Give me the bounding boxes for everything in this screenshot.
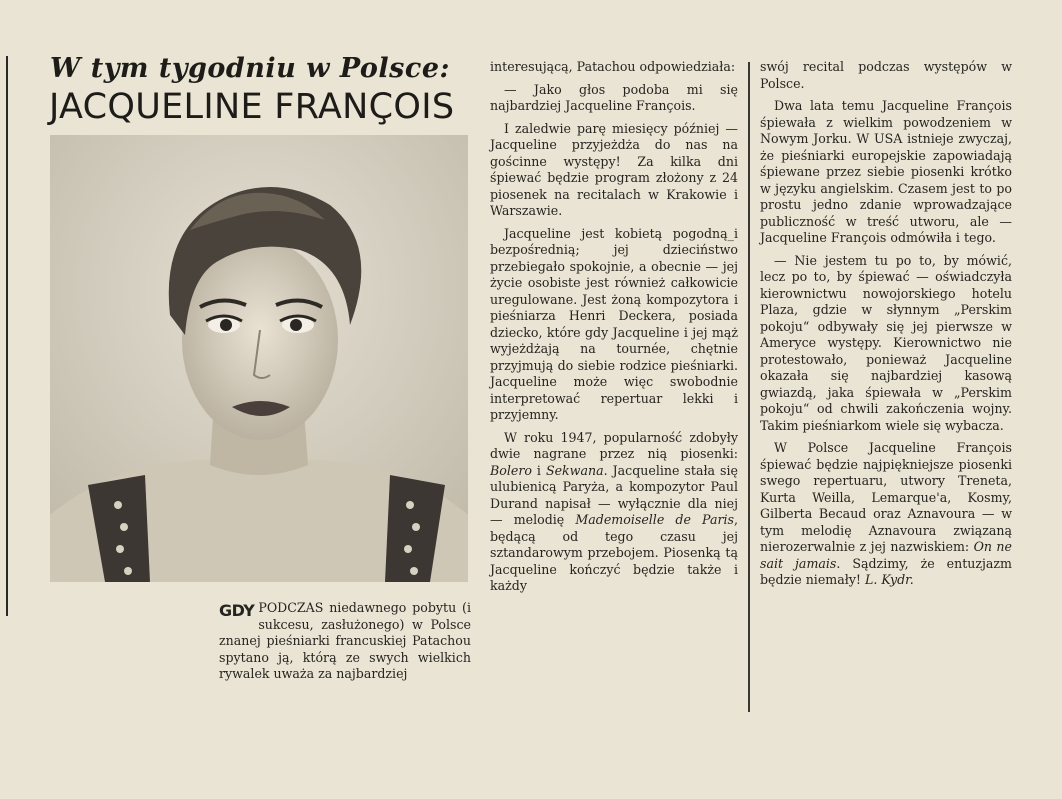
song-title: On ne sait jamais <box>760 539 1012 571</box>
section-kicker: W tym tygodniu w Polsce: <box>50 53 450 84</box>
portrait-photo <box>50 135 468 582</box>
paragraph: Dwa lata temu Jacqueline François śpiewała z wielkim powodzeniem w Nowym Jorku. W USA istnieje zwyczaj, że pieśniarki europejskie zapowiadają śpiewane przez siebie piosenki krótko w języku angielskim. Czasem jest to po prostu jedno zdanie wprowadzające publiczność w treść utworu, ale — Jacqueline François odmówiła i tego. <box>760 98 1012 245</box>
song-title: Bolero <box>490 462 532 478</box>
text-run: i <box>531 462 546 478</box>
text-run: — Nie jestem tu po to, by mówić, lecz po to, by śpiewać — oświadczyła kierownictwu nowojorskiego hotelu Plaza, gdzie w słynnym <box>760 252 1012 317</box>
song-title: Mademoiselle de Paris <box>575 512 734 527</box>
paragraph: interesującą, Patachou odpowiedziała: <box>490 59 736 74</box>
text-run: od chwili zakończenia wojny. Takim pieśniarkom wiele się wybacza. <box>760 401 1012 433</box>
paragraph-text: PODCZAS niedawnego pobytu (i sukcesu, zasłużonego) w Polsce znanej pieśniarki francuskiej Patachou spytano ją, którą ze swych wielkich rywalek uważa za najbardziej <box>219 600 471 681</box>
article-title: JACQUELINE FRANÇOIS <box>49 87 455 127</box>
paragraph: swój recital podczas występów w Polsce. <box>760 59 1012 91</box>
portrait-illustration <box>50 135 468 582</box>
paragraph <box>490 430 738 595</box>
author-signature: L. Kydr. <box>865 572 914 587</box>
text-run: W Polsce Jacqueline François śpiewać będzie najpiękniejsze piosenki swego repertuaru, utwory Treneta, Kurta Weilla, Lemarque'a, Kosmy, Gilberta Becaud oraz Aznavoura — w tym melodię Aznavoura związaną nierozerwalnie z jej nazwiskiem: <box>760 440 1012 554</box>
text-run: , będącą od tego czasu jej sztandarowym przebojem. Piosenką tą Jacqueline kończyć będzie także i każdy <box>490 512 738 593</box>
quoted-name: „Perskim pokoju“ <box>760 384 1012 416</box>
paragraph: I zaledwie parę miesięcy później — Jacqueline przyjeżdża do nas na gościnne występy! Za kilka dni śpiewać będzie program złożony z 24 piosenek na recitalach w Krakowie i Warszawie. <box>490 120 738 218</box>
song-title: Sekwana <box>545 462 604 478</box>
paragraph <box>219 600 471 683</box>
quoted-name: „Perskim pokoju“ <box>760 302 1012 334</box>
paragraph <box>760 253 1012 435</box>
column-3 <box>760 59 1012 595</box>
text-run: W roku 1947, popularność zdobyły dwie nagrane przez nią piosenki: <box>490 429 738 461</box>
column-1 <box>219 600 471 689</box>
left-margin-rule <box>6 56 8 616</box>
column-divider <box>748 62 750 712</box>
column-2 <box>490 59 738 601</box>
paragraph <box>760 440 1012 589</box>
text-run: odbywały się jej pierwsze w Ameryce występy. Kierownictwo nie protestowało, ponieważ Jacqueline okazała się najbardziej kasową gwiazdą, jaka śpiewała w <box>760 318 1012 400</box>
paragraph: — Jako głos podoba mi się najbardziej Jacqueline François. <box>490 81 738 113</box>
paragraph: Jacqueline jest kobietą pogodną_i bezpośrednią; jej dzieciństwo przebiegało spokojnie, a obecnie — jej życie osobiste jest również całkowicie uregulowane. Jest żoną kompozytora i pieśniarza Henri Dеckera, posiada dziecko, które gdy Jacqueline i jej mąż wyjeżdżają na tournée, chętnie przyjmują do siebie rodzice pieśniarki. Jacqueline może więc swobodnie interpretować repertuar lekki i przyjemny. <box>490 225 738 422</box>
text-run: . Sądzimy, że entuzjazm będzie niemały! <box>760 555 1012 587</box>
dropcap: GDY <box>219 601 255 620</box>
text-run: . Jacqueline stała się ulubienicą Paryża, a kompozytor Paul Durand napisał — wyłącznie dla niej — melodię <box>490 462 738 527</box>
